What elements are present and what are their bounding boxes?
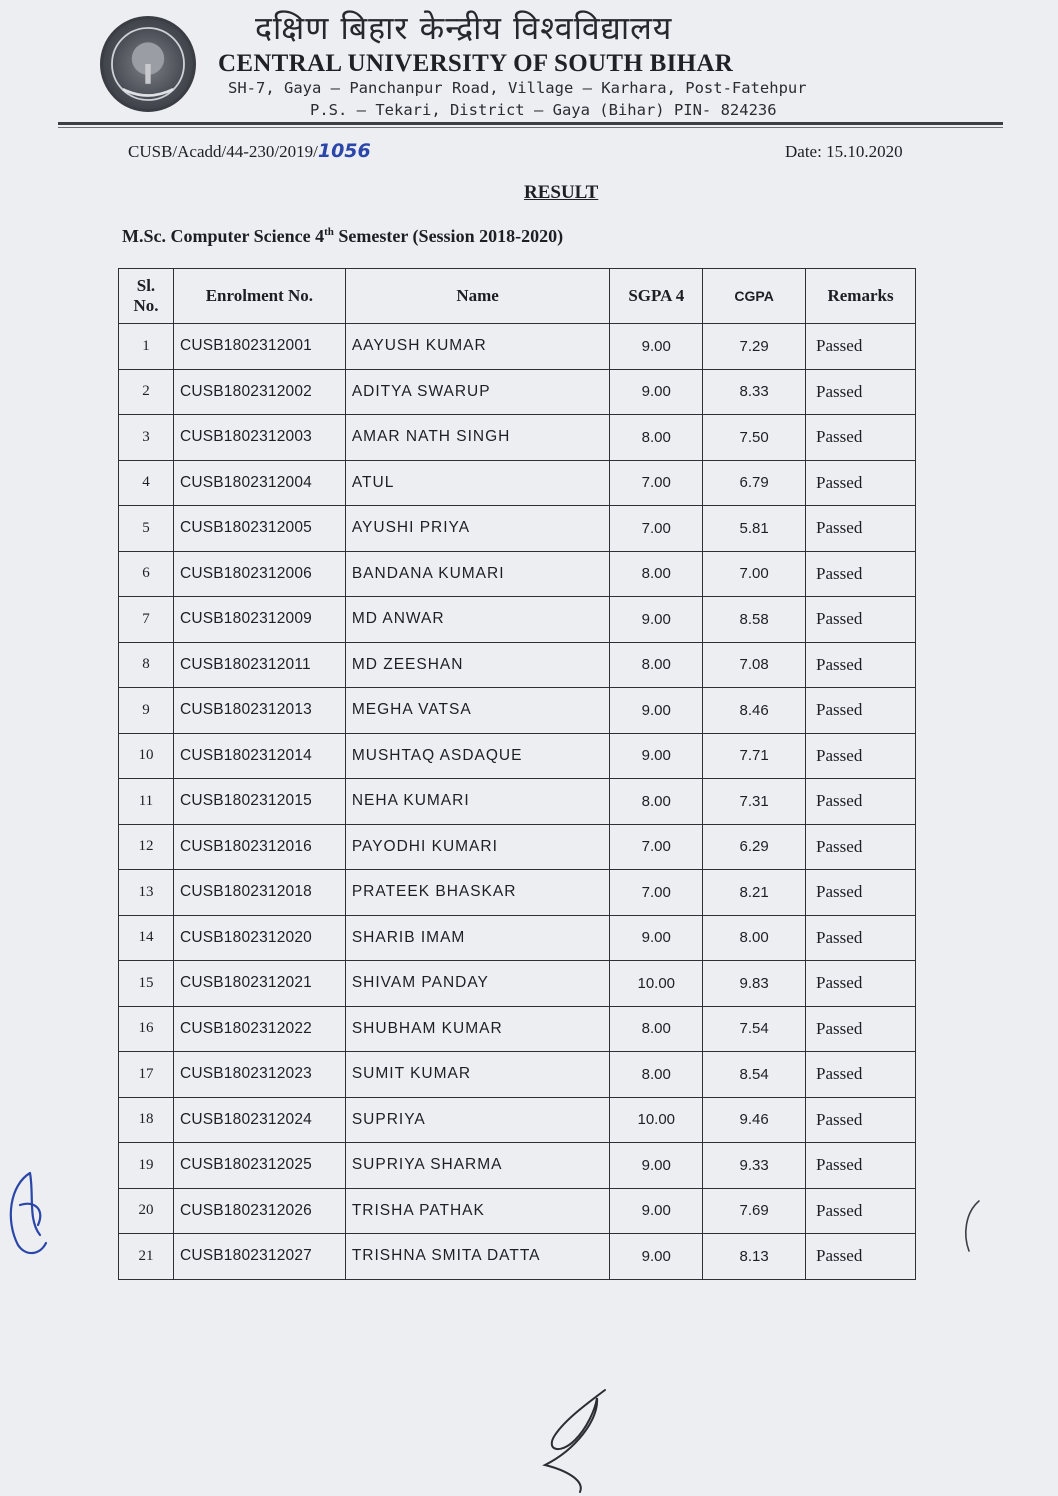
cell-name: SHARIB IMAM bbox=[345, 915, 609, 961]
cell-sgpa: 9.00 bbox=[610, 1234, 703, 1280]
cell-name: PRATEEK BHASKAR bbox=[345, 870, 609, 916]
cell-name: SHIVAM PANDAY bbox=[345, 961, 609, 1007]
cell-sgpa: 9.00 bbox=[610, 733, 703, 779]
header-sgpa: SGPA 4 bbox=[610, 269, 703, 324]
table-row bbox=[119, 506, 916, 552]
cell-name: SHUBHAM KUMAR bbox=[345, 1006, 609, 1052]
cell-enrolment: CUSB1802312021 bbox=[173, 961, 345, 1007]
margin-initials-signature-icon bbox=[0, 1165, 60, 1260]
cell-name: ADITYA SWARUP bbox=[345, 369, 609, 415]
header-name: Name bbox=[345, 269, 609, 324]
cell-name: AYUSHI PRIYA bbox=[345, 506, 609, 552]
cell-remarks: Passed bbox=[806, 1097, 916, 1143]
cell-enrolment: CUSB1802312022 bbox=[173, 1006, 345, 1052]
cell-enrolment: CUSB1802312025 bbox=[173, 1143, 345, 1189]
document-title: RESULT bbox=[524, 182, 599, 203]
cell-sl-no: 7 bbox=[119, 597, 174, 643]
cell-sgpa: 9.00 bbox=[610, 324, 703, 370]
cell-sl-no: 17 bbox=[119, 1052, 174, 1098]
cell-cgpa: 8.46 bbox=[703, 688, 806, 734]
cell-name: TRISHNA SMITA DATTA bbox=[345, 1234, 609, 1280]
cell-cgpa: 7.29 bbox=[703, 324, 806, 370]
cell-enrolment: CUSB1802312001 bbox=[173, 324, 345, 370]
cell-remarks: Passed bbox=[806, 642, 916, 688]
cell-sgpa: 9.00 bbox=[610, 369, 703, 415]
cell-sl-no: 4 bbox=[119, 460, 174, 506]
reference-number-handwritten: 1056 bbox=[317, 140, 371, 162]
cell-sl-no: 16 bbox=[119, 1006, 174, 1052]
cell-name: SUPRIYA bbox=[345, 1097, 609, 1143]
cell-name: NEHA KUMARI bbox=[345, 779, 609, 825]
cell-name: MD ANWAR bbox=[345, 597, 609, 643]
cell-cgpa: 8.13 bbox=[703, 1234, 806, 1280]
cell-sgpa: 9.00 bbox=[610, 597, 703, 643]
cell-remarks: Passed bbox=[806, 597, 916, 643]
table-row bbox=[119, 460, 916, 506]
header-enrolment: Enrolment No. bbox=[173, 269, 345, 324]
cell-enrolment: CUSB1802312004 bbox=[173, 460, 345, 506]
issue-date: Date: 15.10.2020 bbox=[785, 142, 903, 161]
cell-name: BANDANA KUMARI bbox=[345, 551, 609, 597]
cell-remarks: Passed bbox=[806, 733, 916, 779]
cell-remarks: Passed bbox=[806, 915, 916, 961]
cell-cgpa: 8.33 bbox=[703, 369, 806, 415]
address-line-1: SH-7, Gaya – Panchanpur Road, Village – Karhara, Post-Fatehpur bbox=[228, 79, 807, 97]
cell-sl-no: 18 bbox=[119, 1097, 174, 1143]
program-heading-sup: th bbox=[324, 226, 334, 238]
cell-cgpa: 7.08 bbox=[703, 642, 806, 688]
cell-sgpa: 9.00 bbox=[610, 688, 703, 734]
cell-cgpa: 7.71 bbox=[703, 733, 806, 779]
cell-cgpa: 8.00 bbox=[703, 915, 806, 961]
cell-remarks: Passed bbox=[806, 415, 916, 461]
cell-cgpa: 9.46 bbox=[703, 1097, 806, 1143]
table-row bbox=[119, 1052, 916, 1098]
cell-sl-no: 10 bbox=[119, 733, 174, 779]
cell-enrolment: CUSB1802312009 bbox=[173, 597, 345, 643]
table-row bbox=[119, 1097, 916, 1143]
cell-sgpa: 8.00 bbox=[610, 415, 703, 461]
cell-sl-no: 2 bbox=[119, 369, 174, 415]
cell-enrolment: CUSB1802312023 bbox=[173, 1052, 345, 1098]
cell-enrolment: CUSB1802312002 bbox=[173, 369, 345, 415]
cell-sgpa: 7.00 bbox=[610, 506, 703, 552]
cell-name: ATUL bbox=[345, 460, 609, 506]
cell-remarks: Passed bbox=[806, 779, 916, 825]
cell-sl-no: 15 bbox=[119, 961, 174, 1007]
cell-cgpa: 7.31 bbox=[703, 779, 806, 825]
cell-sgpa: 10.00 bbox=[610, 1097, 703, 1143]
cell-enrolment: CUSB1802312015 bbox=[173, 779, 345, 825]
table-row bbox=[119, 1143, 916, 1189]
cell-sl-no: 9 bbox=[119, 688, 174, 734]
cell-name: MUSHTAQ ASDAQUE bbox=[345, 733, 609, 779]
cell-enrolment: CUSB1802312027 bbox=[173, 1234, 345, 1280]
cell-remarks: Passed bbox=[806, 551, 916, 597]
table-row bbox=[119, 1234, 916, 1280]
cell-sgpa: 7.00 bbox=[610, 824, 703, 870]
cell-sl-no: 20 bbox=[119, 1188, 174, 1234]
header-sl-line2: No. bbox=[133, 296, 159, 315]
address-line-2: P.S. – Tekari, District – Gaya (Bihar) PIN- 824236 bbox=[310, 101, 777, 119]
reference-number-text: CUSB/Acadd/44-230/2019/ bbox=[128, 142, 318, 161]
cell-cgpa: 6.29 bbox=[703, 824, 806, 870]
table-row bbox=[119, 642, 916, 688]
signature-icon bbox=[525, 1380, 625, 1495]
cell-cgpa: 7.54 bbox=[703, 1006, 806, 1052]
header-remarks: Remarks bbox=[806, 269, 916, 324]
cell-cgpa: 9.83 bbox=[703, 961, 806, 1007]
cell-enrolment: CUSB1802312018 bbox=[173, 870, 345, 916]
cell-remarks: Passed bbox=[806, 1006, 916, 1052]
cell-remarks: Passed bbox=[806, 1234, 916, 1280]
cell-enrolment: CUSB1802312006 bbox=[173, 551, 345, 597]
cell-cgpa: 5.81 bbox=[703, 506, 806, 552]
table-row bbox=[119, 369, 916, 415]
table-row bbox=[119, 324, 916, 370]
cell-cgpa: 8.58 bbox=[703, 597, 806, 643]
cell-sl-no: 13 bbox=[119, 870, 174, 916]
cell-name: SUMIT KUMAR bbox=[345, 1052, 609, 1098]
cell-sl-no: 1 bbox=[119, 324, 174, 370]
table-row bbox=[119, 415, 916, 461]
cell-enrolment: CUSB1802312026 bbox=[173, 1188, 345, 1234]
cell-name: MD ZEESHAN bbox=[345, 642, 609, 688]
cell-name: SUPRIYA SHARMA bbox=[345, 1143, 609, 1189]
cell-sl-no: 5 bbox=[119, 506, 174, 552]
university-name-hindi: दक्षिण बिहार केन्द्रीय विश्वविद्यालय bbox=[255, 9, 673, 47]
cell-cgpa: 7.69 bbox=[703, 1188, 806, 1234]
cell-sgpa: 7.00 bbox=[610, 870, 703, 916]
cell-sl-no: 12 bbox=[119, 824, 174, 870]
cell-enrolment: CUSB1802312013 bbox=[173, 688, 345, 734]
table-row bbox=[119, 551, 916, 597]
cell-remarks: Passed bbox=[806, 870, 916, 916]
header-divider bbox=[58, 122, 1003, 125]
university-seal-icon bbox=[100, 16, 196, 112]
program-heading-prefix: M.Sc. Computer Science 4 bbox=[122, 226, 325, 246]
cell-name: PAYODHI KUMARI bbox=[345, 824, 609, 870]
cell-cgpa: 7.00 bbox=[703, 551, 806, 597]
reference-number bbox=[128, 140, 371, 162]
cell-enrolment: CUSB1802312016 bbox=[173, 824, 345, 870]
cell-sgpa: 7.00 bbox=[610, 460, 703, 506]
cell-remarks: Passed bbox=[806, 1143, 916, 1189]
cell-sl-no: 3 bbox=[119, 415, 174, 461]
table-row bbox=[119, 961, 916, 1007]
cell-cgpa: 9.33 bbox=[703, 1143, 806, 1189]
table-row bbox=[119, 597, 916, 643]
cell-sgpa: 8.00 bbox=[610, 779, 703, 825]
cell-enrolment: CUSB1802312005 bbox=[173, 506, 345, 552]
cell-sl-no: 19 bbox=[119, 1143, 174, 1189]
table-row bbox=[119, 824, 916, 870]
table-row bbox=[119, 1006, 916, 1052]
cell-enrolment: CUSB1802312024 bbox=[173, 1097, 345, 1143]
cell-remarks: Passed bbox=[806, 1188, 916, 1234]
cell-remarks: Passed bbox=[806, 961, 916, 1007]
cell-sl-no: 6 bbox=[119, 551, 174, 597]
table-row bbox=[119, 1188, 916, 1234]
header-sl-no bbox=[119, 269, 174, 324]
cell-name: AMAR NATH SINGH bbox=[345, 415, 609, 461]
cell-cgpa: 6.79 bbox=[703, 460, 806, 506]
cell-name: TRISHA PATHAK bbox=[345, 1188, 609, 1234]
cell-cgpa: 8.54 bbox=[703, 1052, 806, 1098]
cell-remarks: Passed bbox=[806, 506, 916, 552]
table-row bbox=[119, 688, 916, 734]
cell-remarks: Passed bbox=[806, 369, 916, 415]
table-header-row bbox=[119, 269, 916, 324]
cell-remarks: Passed bbox=[806, 460, 916, 506]
table-row bbox=[119, 870, 916, 916]
cell-sgpa: 8.00 bbox=[610, 642, 703, 688]
cell-sgpa: 10.00 bbox=[610, 961, 703, 1007]
program-heading bbox=[122, 226, 563, 247]
cell-name: AAYUSH KUMAR bbox=[345, 324, 609, 370]
cell-enrolment: CUSB1802312011 bbox=[173, 642, 345, 688]
cell-sgpa: 8.00 bbox=[610, 551, 703, 597]
cell-cgpa: 7.50 bbox=[703, 415, 806, 461]
university-name-english: CENTRAL UNIVERSITY OF SOUTH BIHAR bbox=[218, 50, 734, 77]
table-row bbox=[119, 915, 916, 961]
cell-name: MEGHA VATSA bbox=[345, 688, 609, 734]
program-heading-suffix: Semester (Session 2018-2020) bbox=[333, 226, 564, 246]
header-divider-thin bbox=[58, 127, 1003, 128]
cell-remarks: Passed bbox=[806, 324, 916, 370]
cell-enrolment: CUSB1802312003 bbox=[173, 415, 345, 461]
cell-sl-no: 21 bbox=[119, 1234, 174, 1280]
cell-sl-no: 14 bbox=[119, 915, 174, 961]
table-row bbox=[119, 733, 916, 779]
cell-sgpa: 8.00 bbox=[610, 1006, 703, 1052]
cell-sgpa: 9.00 bbox=[610, 915, 703, 961]
cell-enrolment: CUSB1802312014 bbox=[173, 733, 345, 779]
header-sl-line1: Sl. bbox=[136, 276, 156, 295]
margin-mark-icon bbox=[955, 1195, 985, 1255]
cell-cgpa: 8.21 bbox=[703, 870, 806, 916]
table-row bbox=[119, 779, 916, 825]
cell-remarks: Passed bbox=[806, 688, 916, 734]
result-table bbox=[118, 268, 916, 1280]
cell-sl-no: 11 bbox=[119, 779, 174, 825]
header-cgpa: CGPA bbox=[703, 269, 806, 324]
cell-sgpa: 8.00 bbox=[610, 1052, 703, 1098]
cell-remarks: Passed bbox=[806, 824, 916, 870]
cell-sgpa: 9.00 bbox=[610, 1143, 703, 1189]
cell-sl-no: 8 bbox=[119, 642, 174, 688]
cell-sgpa: 9.00 bbox=[610, 1188, 703, 1234]
cell-enrolment: CUSB1802312020 bbox=[173, 915, 345, 961]
cell-remarks: Passed bbox=[806, 1052, 916, 1098]
